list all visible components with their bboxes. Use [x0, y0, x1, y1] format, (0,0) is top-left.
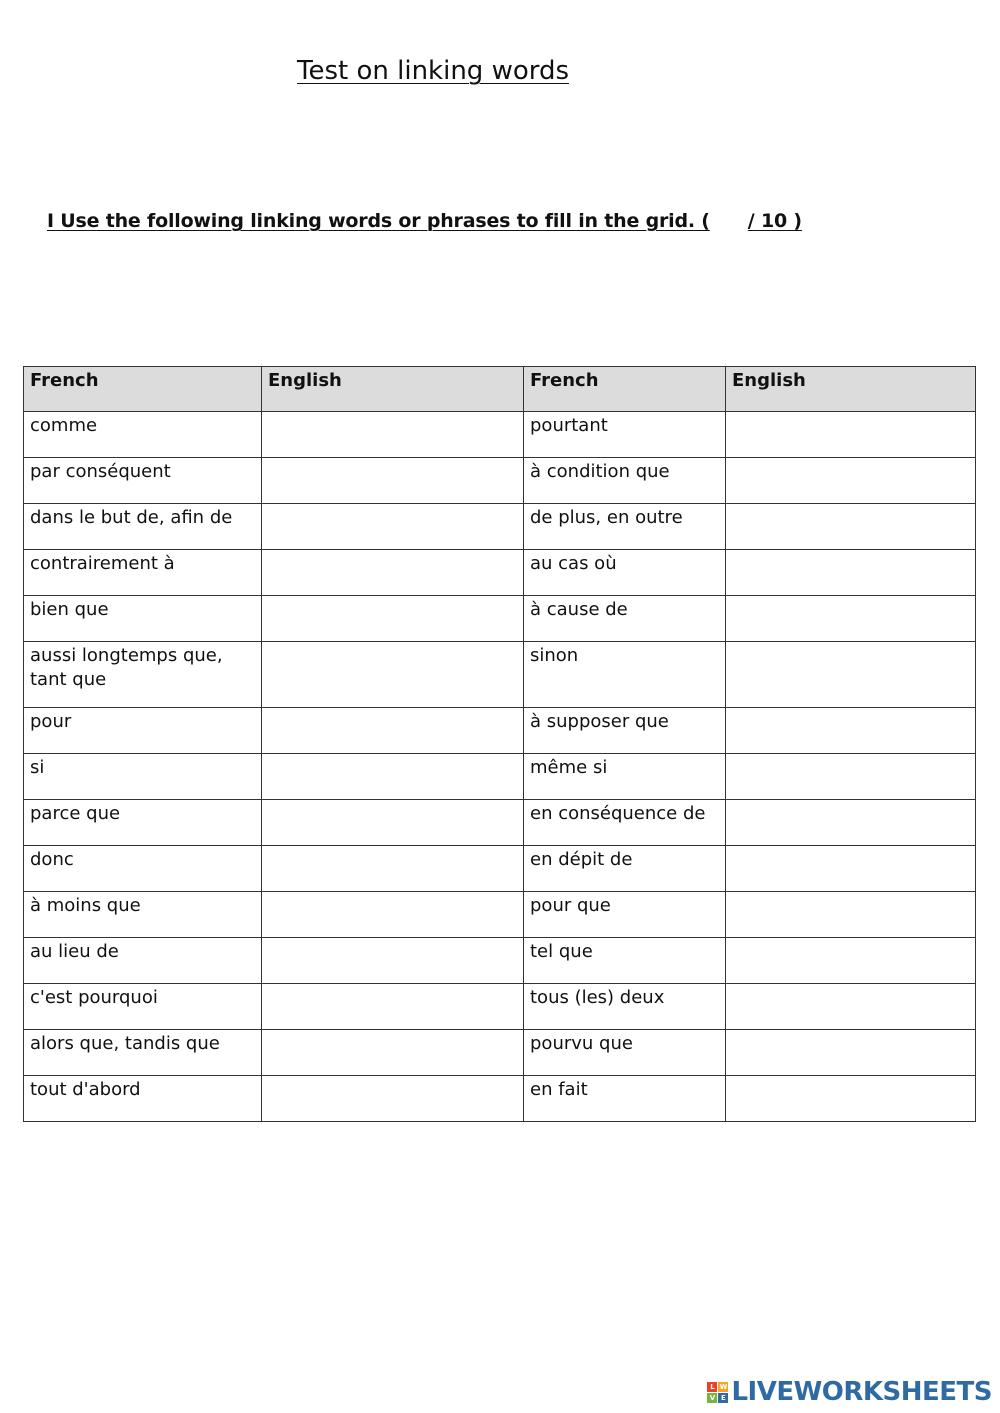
table-row [24, 800, 976, 846]
french-word-cell: par conséquent [24, 458, 262, 504]
english-answer-cell[interactable] [726, 846, 976, 892]
english-answer-cell[interactable] [262, 938, 524, 984]
french-word-cell: pourvu que [524, 1030, 726, 1076]
table-row [24, 504, 976, 550]
english-answer-cell[interactable] [726, 458, 976, 504]
french-word-cell: bien que [24, 596, 262, 642]
english-answer-cell[interactable] [726, 800, 976, 846]
french-word-cell: au cas où [524, 550, 726, 596]
english-answer-cell[interactable] [726, 642, 976, 708]
table-row [24, 550, 976, 596]
french-word-cell: en conséquence de [524, 800, 726, 846]
french-word-cell: alors que, tandis que [24, 1030, 262, 1076]
english-answer-cell[interactable] [726, 708, 976, 754]
table-row [24, 412, 976, 458]
english-answer-cell[interactable] [262, 984, 524, 1030]
french-word-cell: pourtant [524, 412, 726, 458]
table-row [24, 846, 976, 892]
french-word-cell: tous (les) deux [524, 984, 726, 1030]
english-answer-cell[interactable] [262, 800, 524, 846]
english-answer-cell[interactable] [726, 504, 976, 550]
header-english-1: English [262, 367, 524, 412]
watermark-text: LIVEWORKSHEETS [731, 1377, 992, 1407]
english-answer-cell[interactable] [262, 708, 524, 754]
table-row [24, 892, 976, 938]
english-answer-cell[interactable] [726, 1076, 976, 1122]
english-answer-cell[interactable] [262, 1030, 524, 1076]
french-word-cell: à moins que [24, 892, 262, 938]
french-word-cell: dans le but de, afin de [24, 504, 262, 550]
english-answer-cell[interactable] [726, 754, 976, 800]
english-answer-cell[interactable] [262, 458, 524, 504]
table-row [24, 458, 976, 504]
instruction-text [47, 210, 802, 232]
instruction-label: I Use the following linking words or phrases to fill in the grid. ( [47, 210, 710, 232]
logo-letter: L [707, 1382, 717, 1392]
french-word-cell: parce que [24, 800, 262, 846]
english-answer-cell[interactable] [726, 596, 976, 642]
french-word-cell: sinon [524, 642, 726, 708]
table-row [24, 642, 976, 708]
page-title: Test on linking words [297, 56, 570, 86]
french-word-cell: comme [24, 412, 262, 458]
english-answer-cell[interactable] [726, 938, 976, 984]
french-word-cell: même si [524, 754, 726, 800]
english-answer-cell[interactable] [262, 892, 524, 938]
liveworksheets-logo-icon [707, 1382, 728, 1403]
english-answer-cell[interactable] [262, 846, 524, 892]
liveworksheets-watermark [707, 1377, 992, 1407]
french-word-cell: à cause de [524, 596, 726, 642]
english-answer-cell[interactable] [262, 504, 524, 550]
english-answer-cell[interactable] [262, 642, 524, 708]
french-word-cell: pour que [524, 892, 726, 938]
english-answer-cell[interactable] [262, 1076, 524, 1122]
logo-letter: V [707, 1393, 717, 1403]
french-word-cell: c'est pourquoi [24, 984, 262, 1030]
french-word-cell: contrairement à [24, 550, 262, 596]
french-word-cell: aussi longtemps que, tant que [24, 642, 262, 708]
table-row [24, 708, 976, 754]
english-answer-cell[interactable] [726, 892, 976, 938]
french-word-cell: pour [24, 708, 262, 754]
english-answer-cell[interactable] [726, 412, 976, 458]
french-word-cell: si [24, 754, 262, 800]
french-word-cell: en dépit de [524, 846, 726, 892]
score-total: / 10 ) [747, 210, 802, 232]
table-row [24, 984, 976, 1030]
table-row [24, 596, 976, 642]
header-row [24, 367, 976, 412]
french-word-cell: tout d'abord [24, 1076, 262, 1122]
table-row [24, 938, 976, 984]
french-word-cell: à supposer que [524, 708, 726, 754]
header-french-1: French [24, 367, 262, 412]
english-answer-cell[interactable] [726, 1030, 976, 1076]
table-row [24, 1076, 976, 1122]
table-row [24, 754, 976, 800]
french-word-cell: tel que [524, 938, 726, 984]
english-answer-cell[interactable] [726, 984, 976, 1030]
linking-words-grid [23, 366, 976, 1122]
french-word-cell: de plus, en outre [524, 504, 726, 550]
english-answer-cell[interactable] [262, 754, 524, 800]
table-row [24, 1030, 976, 1076]
grid-body [24, 412, 976, 1122]
french-word-cell: à condition que [524, 458, 726, 504]
english-answer-cell[interactable] [262, 596, 524, 642]
header-english-2: English [726, 367, 976, 412]
header-french-2: French [524, 367, 726, 412]
french-word-cell: donc [24, 846, 262, 892]
english-answer-cell[interactable] [726, 550, 976, 596]
french-word-cell: en fait [524, 1076, 726, 1122]
logo-letter: W [719, 1382, 728, 1391]
english-answer-cell[interactable] [262, 412, 524, 458]
logo-letter: E [718, 1393, 728, 1403]
french-word-cell: au lieu de [24, 938, 262, 984]
english-answer-cell[interactable] [262, 550, 524, 596]
